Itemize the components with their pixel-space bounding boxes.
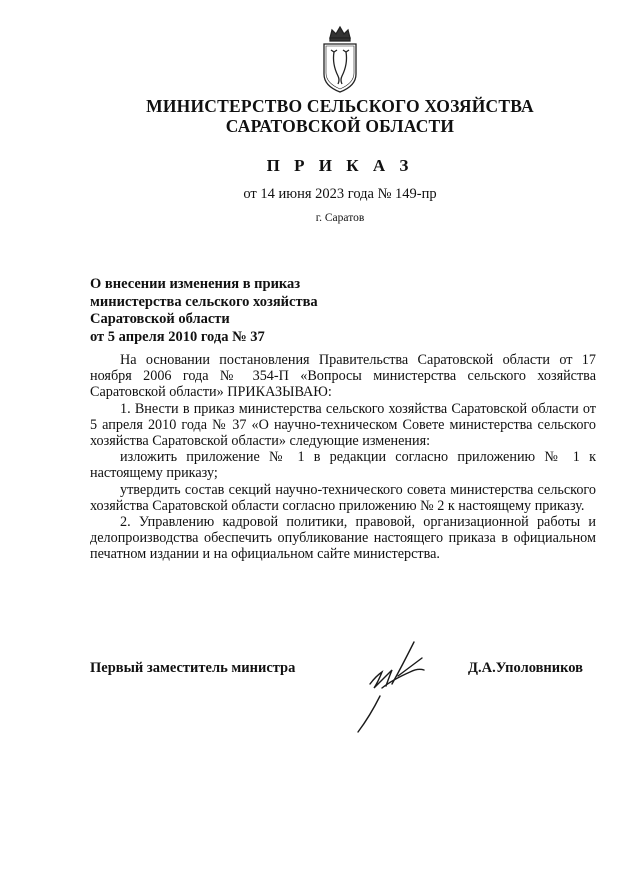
signatory-title: Первый заместитель министра [90, 660, 296, 676]
body-paragraph-4: утвердить состав секций научно-технического совета министерства сельского хозяйства Саратовской области согласно приложению № 2 к настоящему приказу. [90, 481, 596, 514]
subject-line-1: О внесении изменения в приказ [90, 276, 301, 292]
body-paragraph-1: На основании постановления Правительства Саратовской области от 17 ноября 2006 года № 354-П «Вопросы министерства сельского хозяйства Саратовской области» ПРИКАЗЫВАЮ: [90, 352, 596, 401]
body-paragraph-2: 1. Внести в приказ министерства сельского хозяйства Саратовской области от 5 апреля 2010 года № 37 «О научно-техническом Совете министерства сельского хозяйства Саратовской области» следующие изменения: [90, 400, 596, 450]
ministry-name [0, 96, 640, 136]
order-place: г. Саратов [315, 212, 365, 224]
ministry-line-1: МИНИСТЕРСТВО СЕЛЬСКОГО ХОЗЯЙСТВА [146, 96, 534, 116]
ministry-line-2: САРАТОВСКОЙ ОБЛАСТИ [225, 116, 455, 136]
order-title: П Р И К А З [266, 156, 414, 175]
order-subject [90, 276, 410, 346]
coat-of-arms-icon [318, 24, 362, 96]
body-paragraph-5: 2. Управлению кадровой политики, правовой, организационной работы и делопроизводства обеспечить опубликование настоящего приказа в официальном печатном издании и на официальном сайте министерства. [90, 514, 596, 563]
handwritten-signature-icon [352, 636, 442, 736]
signatory-name: Д.А.Уполовников [468, 660, 584, 676]
order-body [90, 352, 596, 563]
subject-line-4: от 5 апреля 2010 года № 37 [90, 328, 265, 345]
body-paragraph-3: изложить приложение № 1 в редакции согласно приложению № 1 к настоящему приказу; [90, 449, 596, 482]
subject-line-2: министерства сельского хозяйства [90, 293, 318, 310]
subject-line-3: Саратовской области [90, 311, 230, 327]
order-date-number: от 14 июня 2023 года № 149-пр [243, 186, 437, 202]
